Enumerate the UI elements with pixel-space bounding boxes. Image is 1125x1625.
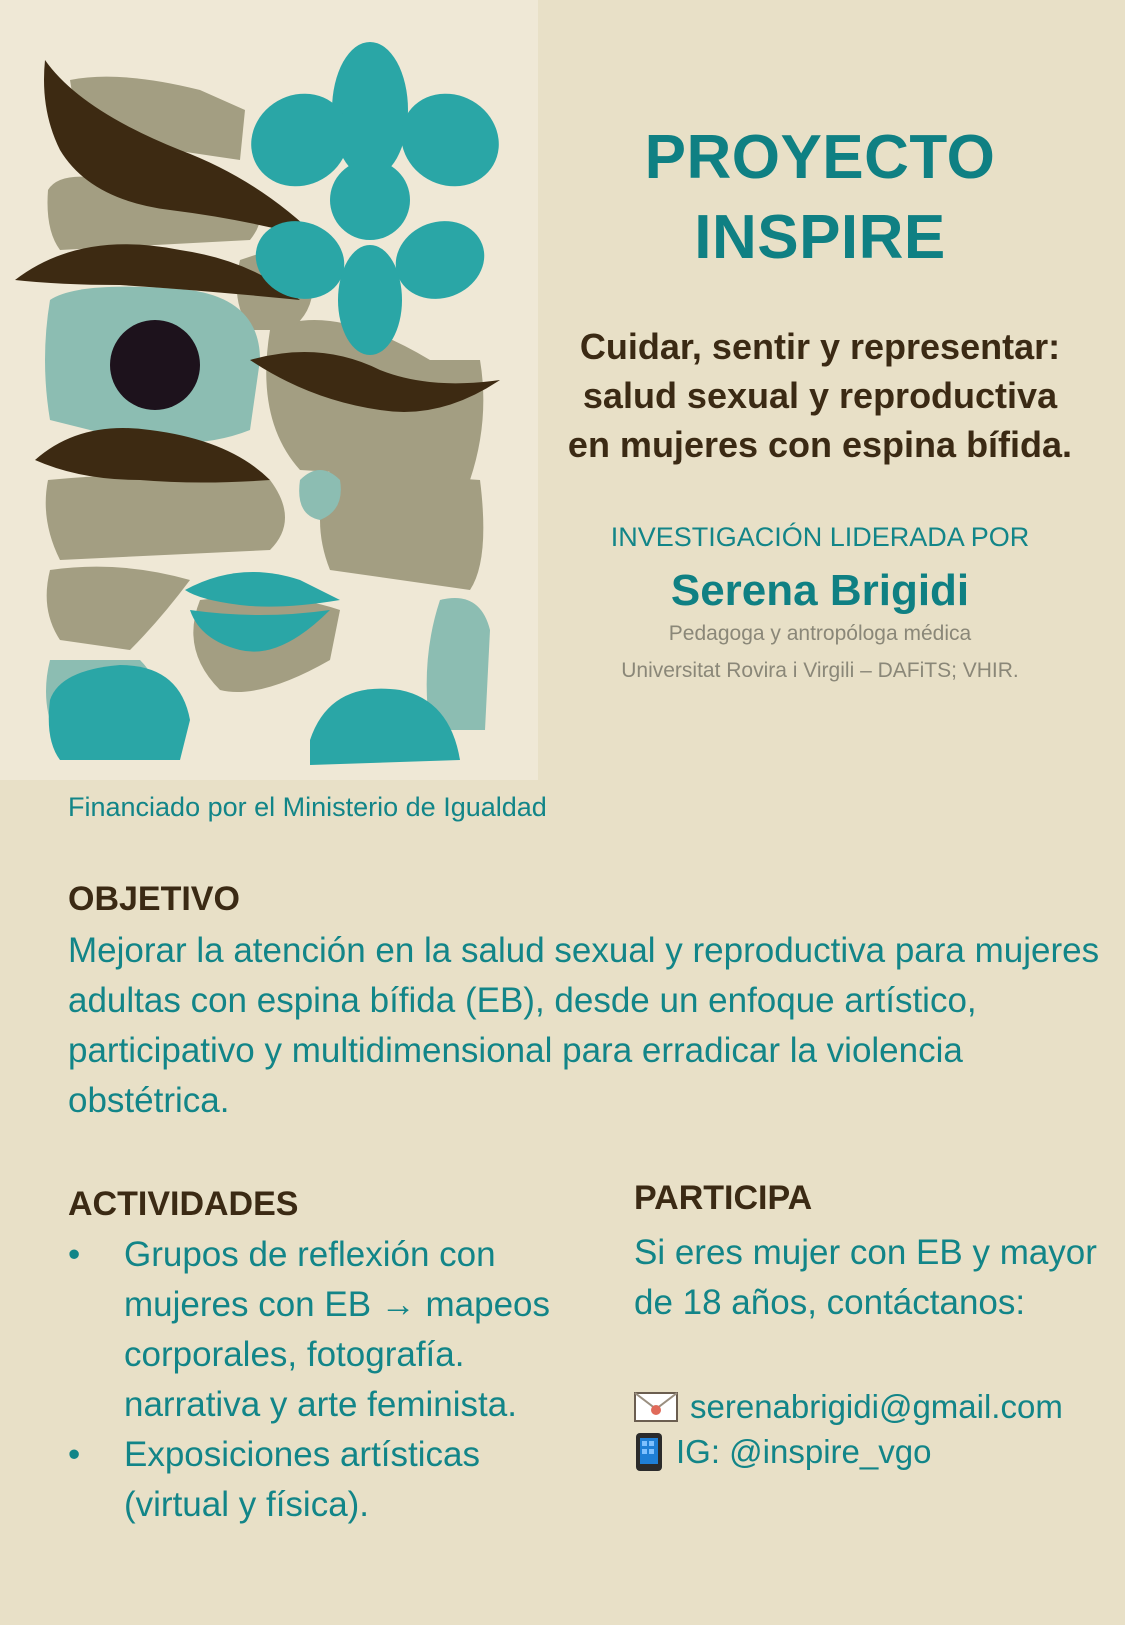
subtitle-line-1: Cuidar, sentir y representar: [579, 326, 1061, 367]
instagram-handle[interactable]: IG: @inspire_vgo [676, 1433, 932, 1470]
title-line-2: INSPIRE [694, 203, 946, 272]
mobile-phone-icon [634, 1432, 664, 1472]
funding-note: Financiado por el Ministerio de Igualdad [68, 792, 547, 822]
project-subtitle [540, 322, 1100, 469]
bullet-marker: • [68, 1435, 81, 1474]
bullet-marker: • [68, 1235, 81, 1274]
lead-researcher-name: Serena Brigidi [670, 566, 970, 615]
objective-heading: OBJETIVO [68, 880, 240, 918]
envelope-icon [634, 1392, 678, 1422]
project-title [545, 118, 1095, 278]
abstract-face-art [0, 0, 538, 780]
title-line-1: PROYECTO [644, 123, 996, 192]
face-illustration [0, 0, 538, 780]
activities-heading: ACTIVIDADES [68, 1185, 299, 1223]
activities-list [68, 1230, 588, 1530]
led-by-label: INVESTIGACIÓN LIDERADA POR [610, 522, 1030, 552]
list-item [68, 1230, 588, 1430]
list-item [68, 1430, 588, 1530]
lead-affiliation: Universitat Rovira i Virgili – DAFiTS; VHIR. [621, 659, 1019, 682]
activity-text: Grupos de reflexión con mujeres con EB → mapeos corporales, fotografía. narrativa y arte feminista. [124, 1235, 551, 1424]
activity-text: Exposiciones artísticas (virtual y física). [124, 1435, 480, 1524]
objective-text: Mejorar la atención en la salud sexual y reproductiva para mujeres adultas con espina bífida (EB), desde un enfoque artístico, participativo y multidimensional para erradicar la violencia obstétrica. [68, 931, 1100, 1120]
email-address[interactable]: serenabrigidi@gmail.com [690, 1388, 1063, 1425]
lead-role: Pedagoga y antropóloga médica [668, 622, 972, 645]
instagram-contact[interactable] [634, 1430, 931, 1474]
email-contact[interactable] [634, 1385, 1063, 1429]
participate-heading: PARTICIPA [634, 1179, 813, 1217]
subtitle-line-3: en mujeres con espina bífida. [567, 424, 1073, 465]
subtitle-line-2: salud sexual y reproductiva [582, 375, 1058, 416]
participate-text: Si eres mujer con EB y mayor de 18 años, contáctanos: [634, 1233, 1097, 1322]
